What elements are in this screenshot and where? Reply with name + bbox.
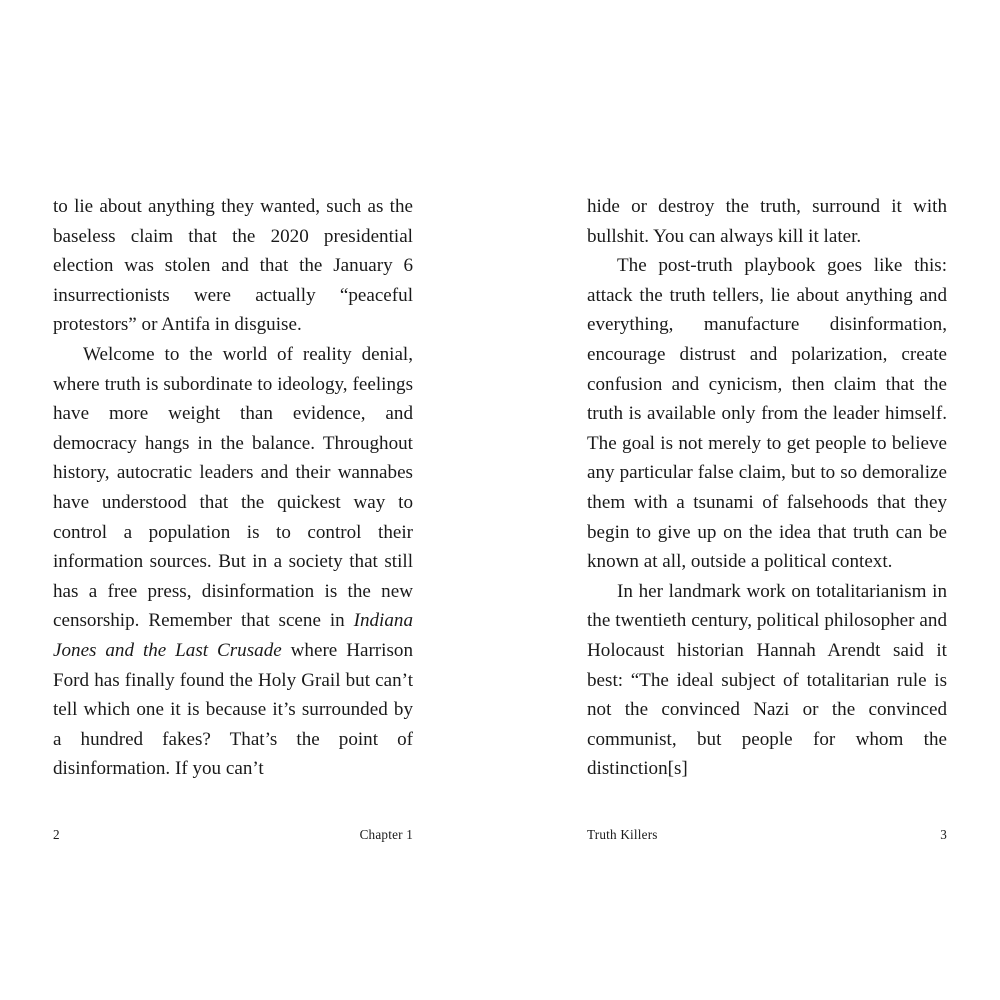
- verso-paragraph-continued: to lie about anything they wanted, such as the baseless claim that the 2020 presidential election was stolen and that the January 6 insurrectionists were actually “peaceful protestors” or Antifa in disguise.: [53, 196, 413, 336]
- recto-paragraph-arendt: In her landmark work on totalitarianism in the twentieth century, political philosopher and Holocaust historian Hannah Arendt said it best: “The ideal subject of totalitarian rule is not the convinced Nazi or the convinced communist, but people for whom the distinction[s]: [587, 580, 947, 780]
- recto-text-block: [587, 192, 947, 784]
- recto-paragraph-continued: hide or destroy the truth, surround it with bullshit. You can always kill it later.: [587, 196, 947, 247]
- verso-paragraph-text-part-2: where Harrison Ford has finally found the Holy Grail but can’t tell which one it is because it’s surrounded by a hundred fakes? That’s the point of disinformation. If you can’t: [53, 639, 413, 780]
- recto-book-title: Truth Killers: [587, 827, 658, 842]
- verso-text-block: [53, 192, 413, 784]
- recto-paragraph-playbook: The post-truth playbook goes like this: attack the truth tellers, lie about anything and everything, manufacture disinformation, encourage distrust and polarization, create confusion and cynicism, then claim that the truth is available only from the leader himself. The goal is not merely to get people to believe any particular false claim, but to so demoralize them with a tsunami of falsehoods that they begin to give up on the idea that truth can be known at all, outside a political context.: [587, 255, 947, 573]
- verso-page-number: 2: [53, 827, 60, 842]
- verso-italic-film-title: Indiana Jones and the Last Crusade: [53, 610, 413, 661]
- verso-paragraph-text-part-1: Welcome to the world of reality denial, where truth is subordinate to ideology, feelings have more weight than evidence, and democracy hangs in the balance. Throughout history, autocratic leaders and their wannabes have understood that the quickest way to control a population is to control their information sources. But in a society that still has a free press, disinformation is the new censorship. Remember that scene in: [53, 343, 413, 632]
- recto-page: [500, 0, 1000, 1000]
- recto-page-number: 3: [940, 827, 947, 842]
- verso-paragraph-reality-denial: [53, 340, 413, 784]
- verso-chapter-title: Chapter 1: [359, 827, 413, 842]
- recto-running-foot: [587, 825, 947, 845]
- verso-running-foot: [53, 825, 413, 845]
